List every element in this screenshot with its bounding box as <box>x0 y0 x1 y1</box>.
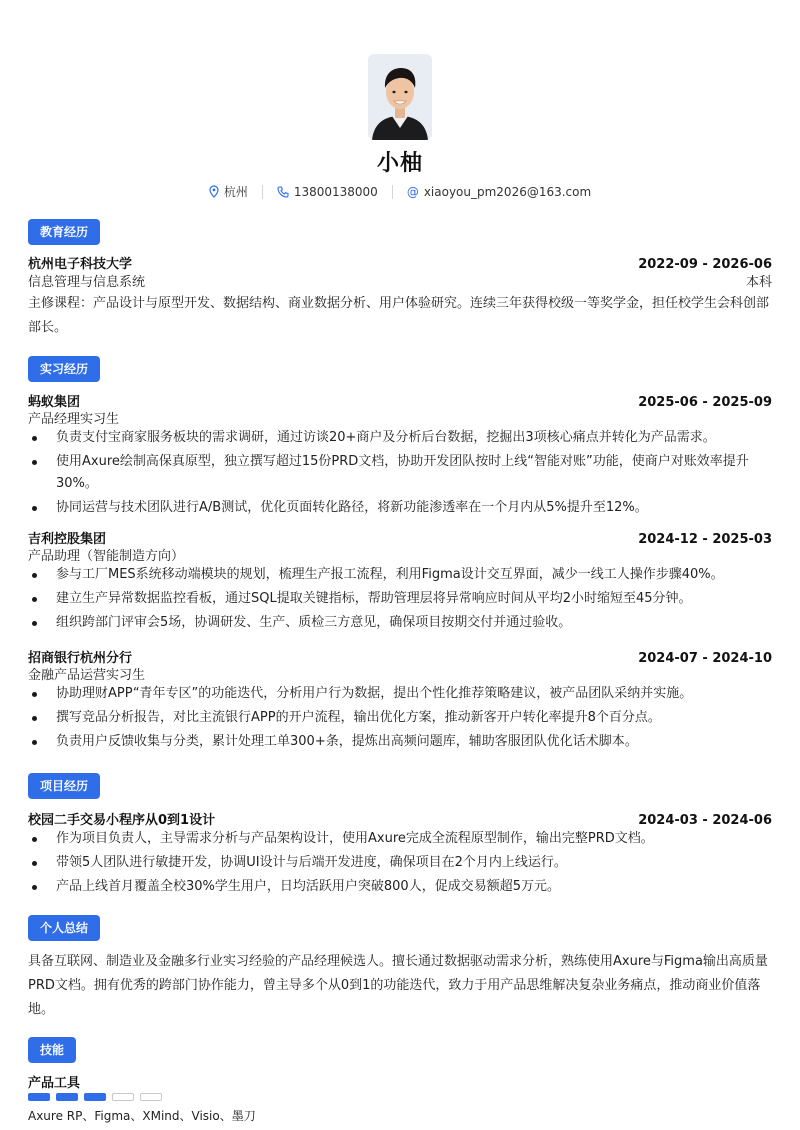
skill-name: 产品工具 <box>28 1076 81 1091</box>
list-item: 负责用户反馈收集与分类，累计处理工单300+条，提炼出高频问题库，辅助客服团队优化话术脚本。 <box>28 731 772 753</box>
skill-level-segment <box>112 1093 134 1101</box>
section-title-internships: 实习经历 <box>28 356 100 382</box>
list-item: 作为项目负责人，主导需求分析与产品架构设计，使用Axure完成全流程原型制作，输出完整PRD文档。 <box>28 828 772 850</box>
section-title-education: 教育经历 <box>28 219 100 245</box>
avatar <box>368 54 432 140</box>
internship-period: 2024-12 - 2025-03 <box>638 532 772 547</box>
section-title-summary: 个人总结 <box>28 915 100 941</box>
education-detail: 主修课程：产品设计与原型开发、数据结构、商业数据分析、用户体验研究。连续三年获得校级一等奖学金，担任校学生会科创部部长。 <box>28 296 770 335</box>
city-text: 杭州 <box>223 185 248 199</box>
contact-divider <box>392 185 393 199</box>
contact-bar <box>0 183 800 200</box>
internship-bullets <box>28 427 772 521</box>
list-item: 产品上线首月覆盖全校30%学生用户，日均活跃用户突破800人，促成交易额超5万元。 <box>28 876 772 898</box>
internship-role-row <box>28 408 772 427</box>
candidate-name: 小柚 <box>376 151 423 176</box>
skill-level-segment <box>140 1093 162 1101</box>
contact-phone <box>277 185 378 199</box>
major-name: 信息管理与信息系统 <box>28 275 146 290</box>
list-item: 使用Axure绘制高保真原型，独立撰写超过15份PRD文档，协助开发团队按时上线“智能对账”功能，使商户对账效率提升30%。 <box>28 451 772 495</box>
internship-bullets <box>28 564 772 636</box>
project-header <box>28 809 772 828</box>
skill-level-segment <box>56 1093 78 1101</box>
company-name: 蚂蚁集团 <box>28 395 81 410</box>
summary-text: 具备互联网、制造业及金融多行业实习经验的产品经理候选人。擅长通过数据驱动需求分析，熟练使用Axure与Figma输出高质量PRD文档。拥有优秀的跨部门协作能力，曾主导多个从0到1的功能迭代，致力于用产品思维解决复杂业务痛点，推动商业价值落地。 <box>28 954 768 1017</box>
role-name: 产品助理（智能制造方向） <box>28 549 185 564</box>
education-row <box>28 253 772 272</box>
skill-level-segment <box>84 1093 106 1101</box>
list-item: 建立生产异常数据监控看板，通过SQL提取关键指标，帮助管理层将异常响应时间从平均2小时缩短至45分钟。 <box>28 588 772 610</box>
contact-city <box>209 183 248 200</box>
skill-detail-row <box>28 1107 772 1124</box>
section-title-skills: 技能 <box>28 1037 76 1063</box>
school-name: 杭州电子科技大学 <box>28 257 133 272</box>
at-icon: @ <box>406 184 419 199</box>
company-name: 招商银行杭州分行 <box>28 651 133 666</box>
education-major-row <box>28 271 772 290</box>
contact-divider <box>262 185 263 199</box>
skill-detail: Axure RP、Figma、XMind、Visio、墨刀 <box>28 1109 256 1123</box>
company-name: 吉利控股集团 <box>28 532 107 547</box>
role-name: 金融产品运营实习生 <box>28 668 146 683</box>
list-item: 协同运营与技术团队进行A/B测试，优化页面转化路径，将新功能渗透率在一个月内从5%提升至12%。 <box>28 497 772 519</box>
project-bullets <box>28 828 772 900</box>
list-item: 撰写竞品分析报告，对比主流银行APP的开户流程，输出优化方案，推动新客开户转化率提升8个百分点。 <box>28 707 772 729</box>
project-name: 校园二手交易小程序从0到1设计 <box>28 813 216 828</box>
internship-period: 2024-07 - 2024-10 <box>638 651 772 666</box>
phone-text[interactable]: 13800138000 <box>293 184 378 199</box>
skill-level-segment <box>28 1093 50 1101</box>
list-item: 组织跨部门评审会5场，协调研发、生产、质检三方意见，确保项目按期交付并通过验收。 <box>28 612 772 634</box>
skill-row <box>28 1072 772 1091</box>
email-text[interactable]: xiaoyou_pm2026@163.com <box>423 184 592 199</box>
education-period: 2022-09 - 2026-06 <box>638 257 772 272</box>
degree: 本科 <box>745 275 772 290</box>
list-item: 负责支付宝商家服务板块的需求调研，通过访谈20+商户及分析后台数据，挖掘出3项核心痛点并转化为产品需求。 <box>28 427 772 449</box>
phone-icon <box>277 186 289 198</box>
project-period: 2024-03 - 2024-06 <box>638 813 772 828</box>
list-item: 带领5人团队进行敏捷开发，协调UI设计与后端开发进度，确保项目在2个月内上线运行。 <box>28 852 772 874</box>
internship-role-row <box>28 545 772 564</box>
role-name: 产品经理实习生 <box>28 412 120 427</box>
list-item: 参与工厂MES系统移动端模块的规划，梳理生产报工流程，利用Figma设计交互界面，减少一线工人操作步骤40%。 <box>28 564 772 586</box>
contact-email <box>407 185 591 199</box>
internship-period: 2025-06 - 2025-09 <box>638 395 772 410</box>
skill-level-bar <box>28 1093 162 1101</box>
location-pin-icon <box>209 185 219 198</box>
internship-role-row <box>28 664 772 683</box>
internship-bullets <box>28 683 772 755</box>
list-item: 协助理财APP“青年专区”的功能迭代，分析用户行为数据，提出个性化推荐策略建议，被产品团队采纳并实施。 <box>28 683 772 705</box>
section-title-projects: 项目经历 <box>28 773 100 799</box>
